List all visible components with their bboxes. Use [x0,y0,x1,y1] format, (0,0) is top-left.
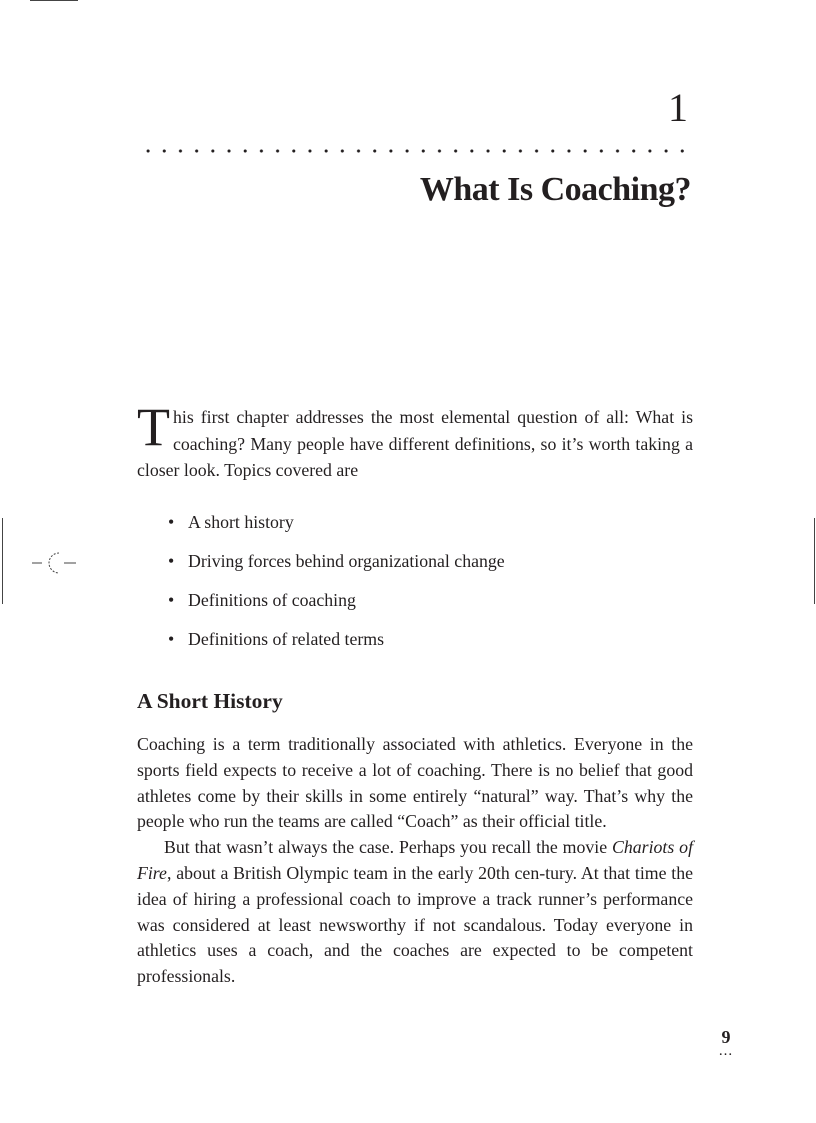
body-paragraph [137,835,693,990]
paragraph-text: But that wasn’t always the case. Perhaps you recall the movie [164,837,613,858]
dotted-rule [140,145,692,157]
registration-mark-icon [30,548,78,578]
section-body [137,732,693,990]
page-number: 9 [721,1027,731,1047]
bullet-icon: • [168,629,175,649]
chapter-number: 1 [668,85,688,130]
body-paragraph: Coaching is a term traditionally associated with athletics. Everyone in the sports field expects to receive a lot of coaching. There is no belief that good athletes come by their skills in some entirely “natural” way. That’s why the people who run the teams are called “Coach” as their official title. [137,734,693,832]
list-item-text: Driving forces behind organizational change [188,551,505,571]
bullet-icon: • [168,512,175,532]
section-heading: A Short History [137,689,283,713]
crop-mark-right [814,518,815,604]
list-item [160,625,680,664]
list-item [160,547,680,586]
bullet-icon: • [168,551,175,571]
list-item [160,586,680,625]
intro-text: his first chapter addresses the most elemental question of all: What is coaching? Many people have different definitions, so it’s worth taking a closer look. Topics covered are [137,407,693,480]
paragraph-text: , about a British Olympic team in the early 20th cen-tury. At that time the idea of hiring a professional coach to improve a track runner’s performance was considered at least newsworthy if not scandalous. Today everyone in athletics uses a coach, and the coaches are expected to be competent professionals. [137,862,693,987]
list-item-text: Definitions of related terms [188,629,385,649]
chapter-title: What Is Coaching? [419,171,691,208]
list-item-text: A short history [188,512,294,532]
intro-paragraph [137,397,693,484]
crop-mark-left [2,518,3,604]
bullet-icon: • [168,590,175,610]
drop-cap: T [137,397,170,457]
crop-mark-top [30,0,78,1]
folio-dots: ... [718,1043,734,1059]
topic-list [160,508,680,664]
movie-title: Chariots of Fire [137,837,694,883]
list-item-text: Definitions of coaching [188,590,356,610]
list-item [160,508,680,547]
